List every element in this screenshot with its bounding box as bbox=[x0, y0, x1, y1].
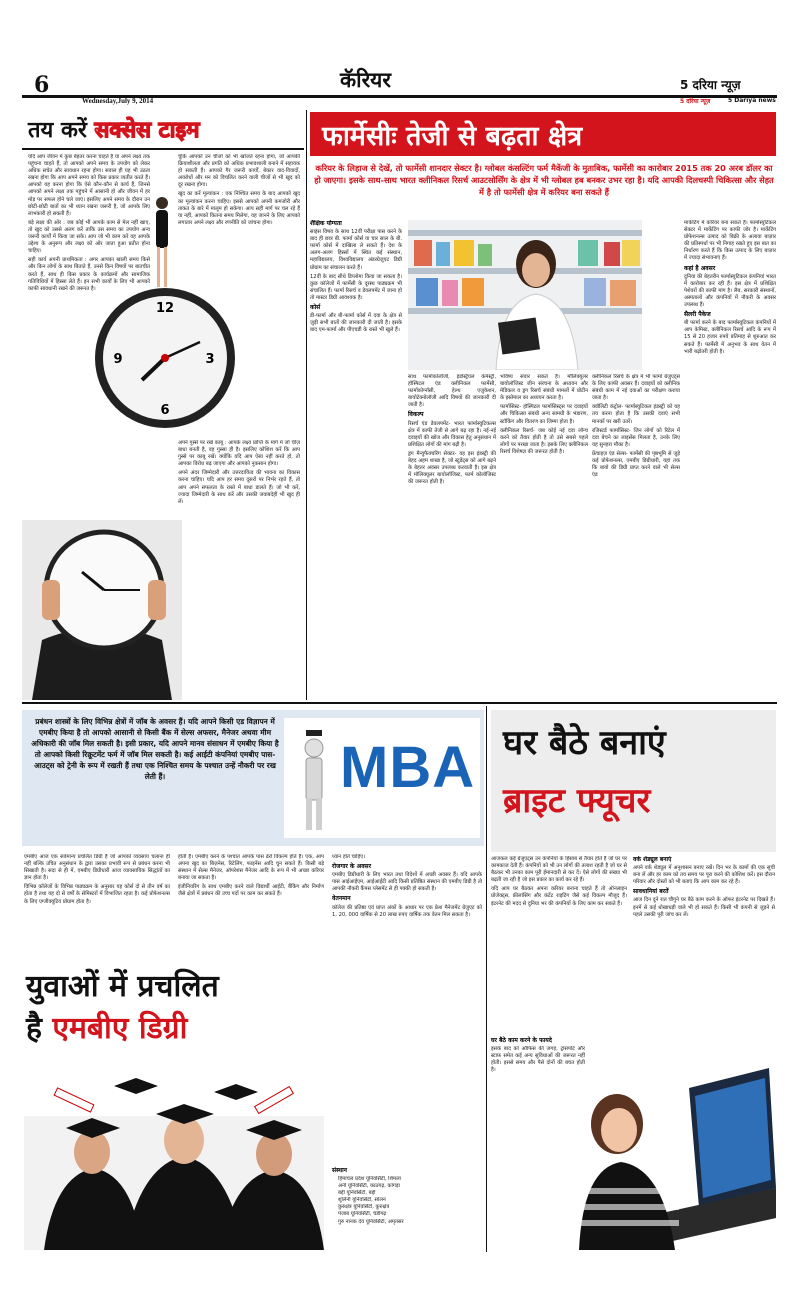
pharmacist-photo bbox=[408, 220, 642, 370]
mba-col3-head: रोजगार के अवसर bbox=[332, 863, 372, 871]
pharmacy-col2 bbox=[408, 374, 496, 698]
clock-man-photo bbox=[22, 520, 182, 700]
svg-text:12: 12 bbox=[155, 301, 175, 316]
pharmacy-title: फार्मेसीः तेजी से बढ़ता क्षेत्र bbox=[322, 121, 583, 152]
pharmacy-col4-p2: क्वॉलिटी कंट्रोल- फार्मास्युटिकल इंडस्ट्री को यह तय करना होता है कि उसकी दवाएं सभी मानकों पर खरी उतरें। bbox=[592, 404, 680, 425]
mba-col2-p1: होती है। एमबीए करने के पश्चात आपके पास ढेरों विकल्प होते हैं। एक, आप अपना खुद का बिज़नेस, रिटेलिंग, फाइनेंस आदि चुन सकते हैं। किसी बड़े संस्थान में सेल्स मैनेजर, ऑपरेशंस मैनेजर आदि के रूप में भी अच्छा करियर बनाया जा सकता है। bbox=[178, 854, 324, 882]
success-col1-p1: यदि आप जीवन में कुछ बेहतर करना चाहते हैं या अपने लक्ष्य तक पहुंचना चाहते हैं, तो आपको अपने समय के उपयोग को लेकर अधिक सचेत और सावधान रहना होगा। सवाल ही यह भी उठता रखना होगा कि आप अपने समय को किस प्रकार व्यतीत करते हैं। आपको यह करना होगा कि ऐसे कौन-कौन से कार्य हैं, जिनसे आपको अपने लक्ष्य तक पहुंचने में आसानी हो और जीवन में हर मोड़ पर सफल होने चले जाएं। इसलिए अपने समय के दौरान उन छोटी-छोटी बातों का भी ध्यान रखना जरूरी है, जो आपके लिए लाभकारी हो सकती हैं। bbox=[28, 154, 150, 217]
pharmacy-col5-p1: मार्केटिंग में करियर बना सकते हैं। फार्मास्युटिकल सेक्टर में मार्केटिंग पर काफी जोर है। मार्केटिंग प्रोफेशनल्स उत्पाद को बिक्री के अलावा बाज़ार की प्रतिस्पर्धा पर भी निगाह रखते हुए इस बात का निर्धारण करते हैं कि किस उत्पाद के लिए बाज़ार में ज्यादा संभावनाएं हैं। bbox=[684, 220, 776, 262]
success-headline bbox=[28, 114, 199, 144]
column-divider-2 bbox=[486, 706, 487, 1252]
mba-institute-item: गुरु नानक देव यूनिवर्सिटी, अमृतसर bbox=[338, 1218, 404, 1225]
pharmacy-col1-p4: डी-फार्मा और बी-फार्मा कोर्स में दवा के क्षेत्र से जुड़ी सभी बातों की जानकारी दी जाती है। इसके बाद एम-फार्मा और पीएचडी के रास्ते भी खुले हैं। bbox=[310, 313, 402, 334]
pharmacy-col1 bbox=[310, 220, 402, 698]
mba-institute-item: अर्नी यूनिवर्सिटी, काठगढ़, कांगड़ा bbox=[338, 1183, 400, 1190]
success-headline-a: तय करें bbox=[28, 118, 87, 143]
laptop-woman-photo bbox=[579, 1068, 776, 1250]
future-col2-p3: आज दिन दूने रात चौगुने घर बैठे काम करने के ऑफर इंटरनेट पर दिखते हैं। इनमें से कई धोखाधड़ी वाले भी हो सकते हैं। किसी भी कंपनी से जुड़ने से पहले उसकी पूरी जांच कर लें। bbox=[633, 897, 775, 918]
mba-col3-p1: एमबीए डिग्रीधारी के लिए भारत तथा विदेशों में अच्छी अवसर हैं। यदि आपके पास आईआईएम, आईआईटी आदि किसी प्रतिष्ठित संस्थान की एमबीए डिग्री है तो आपकी नौकरी कैंपस प्लेसमेंट से ही पक्की हो सकती है। bbox=[332, 872, 482, 893]
brand-small-hi: 5 दरिया न्यूज़ bbox=[680, 98, 711, 105]
mba-col1-p2: विभिन्न कॉलेजों के विभिन्न पाठ्यक्रम के अनुसार यह कोर्स दो से तीन वर्ष का होता है तथा यह दो से वर्षों के सेमिस्टरों में विभाजित रहता है। कई प्रोफेशनल्स के लिए एग्जीक्यूटिव प्रोग्राम होता है। bbox=[24, 884, 170, 905]
page-number: 6 bbox=[34, 72, 50, 98]
mba-institute-item: बद्दी यूनिवर्सिटी, बद्दी bbox=[338, 1190, 376, 1197]
success-col2b-p1: अपने गुस्से पर रखें काबू : आपके लक्ष्य प्राप्ति के मार्ग में जो चीज़ बाधा बनती है, वह गुस्सा ही है। इसलिए कोशिश करें कि आप गुस्से पर काबू रखें। क्योंकि यदि आप ऐसा नहीं करते हो, तो आपका विरोध बढ़ जाएगा और आपको नुकसान होगा। bbox=[178, 440, 300, 468]
pharmacy-article bbox=[308, 108, 778, 700]
mba-institute-item: पंजाब यूनिवर्सिटी, चंडीगढ़ bbox=[338, 1211, 387, 1218]
pharmacy-col1-p1: साइंस विषय के साथ 12वीं परीक्षा पास करने के बाद ही छात्र बी. फार्मा कोर्स या चार साल के बी. फार्मा कोर्स में दाखिला ले सकते हैं। देश के अलग-अलग हिस्सों में स्थित कई संस्थान, महाविद्यालय, विश्वविद्यालय अंडरग्रेजुएट डिग्री प्रोग्राम का संचालन करते हैं। bbox=[310, 229, 402, 271]
mba-institutes-head: संस्थान bbox=[332, 1167, 347, 1174]
brand-logo: 5 दरिया न्यूज़ bbox=[680, 78, 741, 92]
future-col1-p1: आजकल कई ग्रेजुएट्स उन कंपनियों के हिसाब से तैयार होते हैं जो घर पर कामकाज देती हैं। कंपनियों को भी उन लोगों की तलाश रहती है जो घर से बैठकर भी उनका काम पूरी ईमानदारी से कर दें। ऐसे लोगों की संख्या भी बढ़ती जा रही है जो इस प्रकार का कार्य कर रहे हैं। bbox=[491, 856, 627, 884]
future-col1 bbox=[491, 856, 627, 1032]
mba-col2 bbox=[178, 854, 324, 962]
pharmacy-col5 bbox=[684, 220, 776, 698]
pharmacy-col3-p2: फार्मासिस्ट- हॉस्पिटल फार्मासिस्ट्स पर दवाइयों और चिकित्सा संबंधी अन्य सामग्री के भंडारण, स्टॉकिंग और वितरण का जिम्मा होता है। bbox=[500, 404, 588, 425]
pharmacy-col3-p1: भविष्य संवार सकते हैं। मॉलिक्यूलर बायोलॉजिस्ट जीन संरचना के अध्ययन और मेडिकल व ड्रग रिसर्च संबंधी मामलों में प्रोटीन के इस्तेमाल का अध्ययन करता है। bbox=[500, 374, 588, 402]
pharmacy-col4 bbox=[592, 374, 680, 698]
pharmacy-col4-p1: क्लीनिकल रिसर्च के क्षेत्र में भी फार्मा ग्रेजुएट्स के लिए काफी अवसर हैं। दवाइयों को क्लीनिक संबंधी काम में नई दवाओं का परीक्षण कराया जाता है। bbox=[592, 374, 680, 402]
future-col2 bbox=[633, 856, 775, 1066]
success-col1-p3: सही कार्य अपनी प्राथमिकता : अगर आपका खाली समय किसे और किन लोगों के साथ बिताते हैं, उनसे किन विषयों पर बातचीत करते हैं, साथ ही किस प्रकार के कार्यक्रमों और सामाजिक गतिविधियों में हिस्सा लेते हैं। इन सभी कार्यों के लिए भी आपको काफी सावधानी रखने की जरूरत है। bbox=[28, 257, 150, 292]
mba-col3-p2: वेतनमान bbox=[332, 895, 351, 903]
pharmacy-col1-head: शैक्षिक योग्यता bbox=[310, 220, 342, 227]
pharmacy-col5-p3: दुनिया की बेहतरीन फार्मास्युटिकल कंपनियां भारत में कारोबार कर रही हैं। इस क्षेत्र में प्रशिक्षित पेशेवरों की काफी मांग है। लैब, सरकारी संस्थानों, अस्पतालों और कंपनियों में नौकरी के अवसर उपलब्ध हैं। bbox=[684, 273, 776, 309]
pharmacy-col5-p2: कहां है अवसर bbox=[684, 264, 716, 272]
future-col1-p2: यदि आप घर बैठकर अपना करियर बनाना चाहते हैं तो ऑनलाइन प्रोजेक्ट्स, फ्रीलांसिंग और कंटेंट राइटिंग जैसे कई विकल्प मौजूद हैं। इंटरनेट की मदद से दुनिया भर की कंपनियों के लिए काम कर सकते हैं। bbox=[491, 886, 627, 907]
svg-text:6: 6 bbox=[160, 403, 170, 418]
mba-institute-item: कुरुक्षेत्र यूनिवर्सिटी, कुरुक्षेत्र bbox=[338, 1204, 390, 1211]
page-date: Wednesday,July 9, 2014 bbox=[82, 97, 154, 105]
column-divider-1 bbox=[306, 110, 307, 700]
success-article bbox=[22, 110, 304, 700]
pharmacy-col2-p3: रिसर्च एंड डेवलपमेंट- भारत फार्मास्युटिकल्स क्षेत्र में काफी तेजी से आगे बढ़ रहा है। नई-नई दवाइयों की खोज और विकास हेतु अनुसंधान में प्रशिक्षित लोगों की मांग बढ़ी है। bbox=[408, 420, 496, 448]
pharmacy-col2-p2: विकल्प bbox=[408, 411, 424, 419]
mba-institute-item: हिमाचल प्रदेश यूनिवर्सिटी, शिमला bbox=[338, 1176, 401, 1182]
pharmacist-illustration bbox=[408, 220, 642, 370]
mba-col3 bbox=[332, 854, 482, 1154]
future-sub-head: घर बैठे काम करने के फायदे bbox=[491, 1037, 552, 1044]
pharmacy-col2-p4: ड्रग मैन्युफैक्चरिंग सेक्टर- यह इस इंडस्ट्री की बेहद अहम शाखा है, जो स्टूडेंट्स को आगे बढ़ने के बेहतर अवसर उपलब्ध करवाती है। इस क्षेत्र में मॉलिक्यूलर बायोलॉजिस्ट, फार्म कोलॉजिस्ट की जरूरत होती है। bbox=[408, 450, 496, 486]
pharmacy-intro: करियर के लिहाज से देखें, तो फार्मेसी शानदार सेक्टर है। ग्लोबल कंसल्टिंग फर्म मैकेंजी के मुताबिक, फार्मेसी का कारोबार 2015 तक 20 अरब डॉलर का हो जाएगा। इसके साथ-साथ भारत क्लीनिकल रिसर्च आउटसोर्सिंग के क्षेत्र में भी ग्लोबल हब बनकर उभर रहा है। यदि आपकी दिलचस्पी चिकित्सा और सेहत में है तो फार्मेसी क्षेत्र में करियर बना सकते हैं bbox=[314, 163, 774, 198]
future-col2-head: वर्क शेड्यूल बनाएं bbox=[633, 856, 672, 863]
success-col1 bbox=[28, 154, 150, 524]
future-col2-p2: सावधानियां बरतें bbox=[633, 888, 669, 896]
pharmacy-col4-p4: फ्रेंचाइज़ एंड सेल्स- फार्मेसी की पृष्ठभूमि से जुड़े कई प्रोफेशनल्स, एमबीए डिग्रीधारी, यहां तक कि बायो की डिग्री प्राप्त करने वाले भी सेल्स एंड bbox=[592, 450, 680, 479]
pharmacy-col5-p5: बी फार्मा करने के बाद फार्मास्युटिकल कंपनियों में आप केमिस्ट, क्लीनिकल रिसर्च आदि के रूप में 15 से 20 हजार रुपये प्रतिमाह से शुरुआत कर सकते हैं। फार्मेसी में अनुभव के साथ वेतन में भारी बढ़ोतरी होती है। bbox=[684, 320, 776, 355]
laptop-woman-illustration bbox=[579, 1068, 776, 1250]
woman-figure bbox=[150, 195, 174, 291]
mba-col2-p2: इंजीनियरिंग के साथ एमबीए करने वाले विद्यार्थी आईटी, बैंकिंग और निर्माण जैसे क्षेत्रों में प्रबंधन की उच्च पदों पर काम कर सकते हैं। bbox=[178, 884, 324, 898]
future-sub-text: इसके बाद को ऑफिस की जगह, ट्रांसपोर्ट और स्टाफ़ समेत कई अन्य सुविधाओं की जरूरत नहीं होती। इससे समय और पैसे दोनों की बचत होती है। bbox=[491, 1046, 585, 1074]
pharmacy-col1-p2: 12वीं के बाद सीधे डिप्लोमा किया जा सकता है। कुछ कॉलेजों में फार्मेसी के दूरस्थ पाठ्यक्रम भी संचालित हैं। फार्मा रिसर्च व डेवलपमेंट में जाना हो तो मास्टर डिग्री आवश्यक है। bbox=[310, 273, 402, 301]
masthead bbox=[0, 0, 800, 108]
future-col2-p1: अपने वर्क शेड्यूल में अनुशासन बनाए रखें। दिन भर के कामों की एक सूची बना लें और हर काम को तय समय पर पूरा करने की कोशिश करें। इस दौरान परिवार और दोस्तों को भी बताएं कि आप काम कर रहे हैं। bbox=[633, 865, 775, 886]
mba-intro: प्रबंधन शास्त्रों के लिए विभिन्न क्षेत्रों में जॉब के अवसर हैं। यदि आपने किसी एड विज्ञापन में एमबीए किया है तो आपको आसानी से किसी बैंक में सेल्स अफसर, मैनेजर अथवा मीम अधिकारी की जॉब मिल सकती है। इसी प्रकार, यदि आपने मानव संसाधन में एमबीए किया है तो आपको किसी रिक्रूटमेंट फर्म में जॉब मिल सकती है। कई आईटी कंपनियां एमबीए पास-आउट्स को ट्रेनी के रूप में रखती हैं तथा एक निश्चित समय के पश्चात उन्हें नौकरी पर रख लेती हैं। bbox=[31, 717, 279, 782]
mba-institutes bbox=[332, 1166, 482, 1250]
success-col1-p2: बड़े लक्ष्य की ओर : जब कोई भी आपके काम से मेल नहीं खाए, तो खुद को उससे अलग करें ताकि उस समय का उपयोग अन्य जरूरी कार्यों में किया जा सके। आप जो भी काम करें वह आपके उद्देश्य के अनुरूप और लक्ष्य को ओर जाता हुआ प्रतीत होना चाहिए। bbox=[28, 219, 150, 255]
pharmacy-col3-p3: क्लीनिकल रिसर्च- जब कोई नई दवा लॉन्च करने को तैयार होती है तो उसे सबसे पहले लोगों पर परखा जाता है। इसके लिए क्लीनिकल रिसर्च विशेषज्ञ की जरूरत होती है। bbox=[500, 427, 588, 455]
success-col2b-p2: अपने अंदर जिम्मेदारी और उत्तरदायित्व की भावना का विकास करना चाहिए। यदि आप हर समय दूसरों पर निर्भर रहते हैं, तो आप अपने सफलता के रास्ते में बाधा डालते हैं। जो भी करें, ज्यादा जिम्मेदारी के साथ करें और उसकी जवाबदेही भी खुद ही लें। bbox=[178, 470, 300, 505]
brand-small-en: 5 Dariya news bbox=[728, 97, 776, 104]
mba-col3-p3: कॉलेज की प्रतिष्ठा एवं प्राप्त अंकों के आधार पर एक फ्रेश मैनेजमेंट ग्रेजुएट को 1, 20, 000 वार्षिक से 20 लाख रुपए वार्षिक तक वेतन मिल सकता है। bbox=[332, 904, 482, 918]
graduates-photo bbox=[24, 1056, 324, 1250]
svg-text:9: 9 bbox=[113, 352, 123, 367]
clock-man-illustration bbox=[22, 520, 182, 700]
pharmacy-col3 bbox=[500, 374, 588, 698]
success-rule bbox=[22, 148, 304, 150]
mba-col1 bbox=[24, 854, 170, 962]
mba-article bbox=[22, 706, 484, 1250]
mba-col1-p1: एमबीए आज एक सर्वमान्य प्रचलित डिग्री है जो आपको व्यवसाय चलाना ही नहीं बल्कि उचित अनुसंधान के द्वारा उसका प्रभावी रूप से प्रबंधन करना भी सिखाती है। सदा से ही में, एमबीए डिग्रीधारी आज व्यावसायिक सिद्धांतों का ज्ञान होता है। bbox=[24, 854, 170, 882]
future-title-1: घर बैठे बनाएं bbox=[503, 723, 666, 763]
section-title: कॅरियर bbox=[340, 68, 391, 92]
pharmacy-col1-p3: कोर्स bbox=[310, 304, 321, 312]
future-article bbox=[489, 706, 778, 1252]
pharmacy-col5-p4: सैलरी पैकेज bbox=[684, 311, 711, 319]
success-col2a-p1: चूंकि आपको उन चीजों को भी खोजते रहना होगा, जो आपकी क्रियाशीलता और प्रगति को अधिक प्रभावशाली बनाने में सहायक हो सकती हैं। आपको गैर जरूरी कार्यों, बेकार वाद-विवादों, अवरोधों और मन को विचलित करने वाली चीजों से भी खुद को दूर रखना होगा। bbox=[178, 154, 300, 189]
success-col2a-p2: खुद का करें मूल्यांकन : एक निश्चित समय के बाद आपको खुद का मूल्यांकन करना चाहिए। इससे आपको अपनी कमजोरी और ताकत के बारे में मालूम हो सकेगा। आप सही मार्ग पर चल रहे हैं या नहीं, आपको कितना समय मिलेगा, यह जानने के लिए आपको लगातार अपने लक्ष्य और रणनीति को जांचना होगा। bbox=[178, 191, 300, 226]
mba-image-text: MBA bbox=[340, 735, 476, 800]
future-title-2: ब्राइट फ्यूचर bbox=[503, 781, 651, 821]
mba-col3-a: ध्यान होते चाहिए। bbox=[332, 854, 366, 860]
success-col2b bbox=[178, 440, 300, 690]
pharmacy-col4-p3: रजिस्टर्ड फार्मासिस्ट- जिन लोगों को रिटेल में दवा बेचने का लाइसेंस मिलता है, उनके लिए यह सुनहरा मौका है। bbox=[592, 427, 680, 448]
mba-headline-1: युवाओं में प्रचलित bbox=[26, 969, 219, 1004]
mba-headline-2b: एमबीए डिग्री bbox=[52, 1011, 188, 1046]
success-col2a bbox=[178, 154, 300, 414]
success-headline-b: सक्सेस टाइम bbox=[94, 118, 200, 143]
svg-text:3: 3 bbox=[205, 352, 215, 367]
mba-institute-item: शूलिनी यूनिवर्सिटी, सोलन bbox=[338, 1197, 386, 1204]
section-divider bbox=[22, 702, 777, 704]
mba-headline-2 bbox=[26, 1006, 187, 1047]
graduates-illustration bbox=[24, 1056, 324, 1250]
mba-headline-2a: है bbox=[26, 1011, 42, 1046]
pharmacy-col2-p1: साथ फार्माकोलॉजी, इंडस्ट्रियल केमेस्ट्री, हॉस्पिटल एंड क्लीनिकल फार्मेसी, फार्माकोग्नॉसी, हेल्थ एजुकेशन, बायोटेक्नोलॉजी आदि विषयों की जानकारी दी जाती है। bbox=[408, 374, 496, 409]
